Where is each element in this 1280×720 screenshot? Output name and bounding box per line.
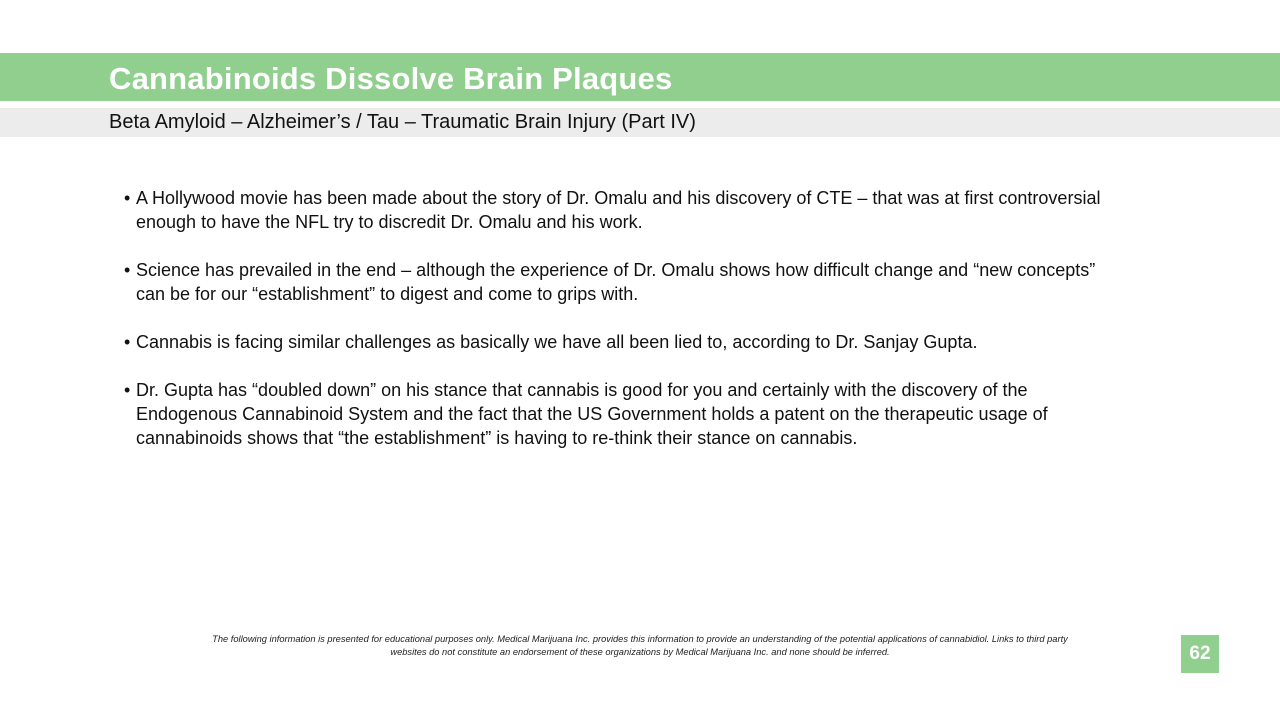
bullet-text: Dr. Gupta has “doubled down” on his stance that cannabis is good for you and certainly with the discovery of the Endogenous Cannabinoid System and the fact that the US Government holds a patent on the therapeutic usage of cannabinoids shows that “the establishment” is having to re-think their stance on cannabis. [136, 380, 1048, 448]
bullet-item [124, 378, 1104, 450]
bullet-marker: • [124, 188, 131, 208]
bullet-text: Cannabis is facing similar challenges as basically we have all been lied to, according to Dr. Sanjay Gupta. [136, 332, 978, 352]
slide-title: Cannabinoids Dissolve Brain Plaques [109, 61, 673, 96]
title-bar [0, 53, 1280, 101]
slide-subtitle: Beta Amyloid – Alzheimer’s / Tau – Traumatic Brain Injury (Part IV) [109, 111, 696, 133]
bullet-marker: • [124, 260, 131, 280]
bullet-text: Science has prevailed in the end – although the experience of Dr. Omalu shows how difficult change and “new concepts” can be for our “establishment” to digest and come to grips with. [136, 260, 1096, 304]
bullet-marker: • [124, 380, 131, 400]
subtitle-bar [0, 108, 1280, 137]
bullet-item [124, 330, 1104, 354]
bullet-item [124, 186, 1104, 234]
bullet-marker: • [124, 332, 131, 352]
bullet-text: A Hollywood movie has been made about the story of Dr. Omalu and his discovery of CTE – that was at first controversial enough to have the NFL try to discredit Dr. Omalu and his work. [136, 188, 1101, 232]
footer-disclaimer: The following information is presented for educational purposes only. Medical Marijuana Inc. provides this information to provide an understanding of the potential applications of cannabidiol. Links to third party websites do not constitute an endorsement of these organizations by Medical Marijuana Inc. and none should be inferred. [212, 634, 1068, 657]
bullet-item [124, 258, 1104, 306]
page-number-badge: 62 [1181, 635, 1219, 673]
bullet-list [124, 186, 1104, 474]
